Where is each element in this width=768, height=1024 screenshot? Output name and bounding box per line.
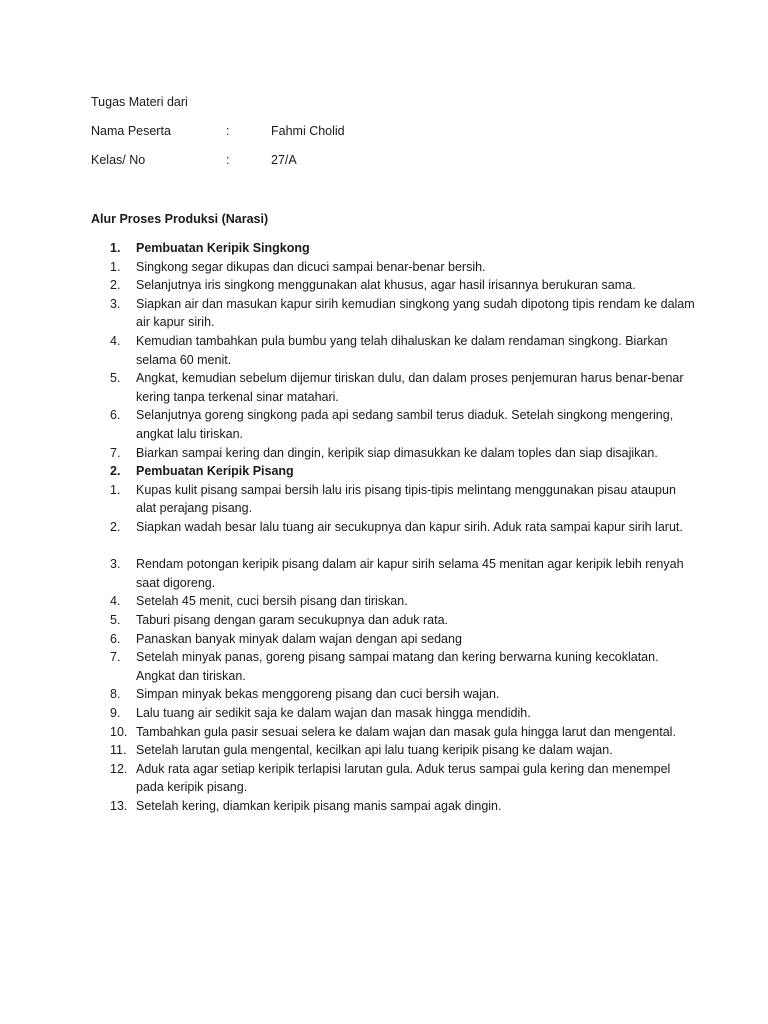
list-text: Kupas kulit pisang sampai bersih lalu iris pisang tipis-tipis melintang menggunakan pisau ataupun alat perajang pisang. [136,482,676,516]
section-title: Alur Proses Produksi (Narasi) [91,212,269,226]
list-text: Lalu tuang air sedikit saja ke dalam wajan dan masak hingga mendidih. [136,706,531,720]
list-text: Panaskan banyak minyak dalam wajan dengan api sedang [136,631,462,646]
list-number: 12. [110,761,128,776]
list-number: 7. [110,650,121,665]
list-number: 1. [110,241,121,255]
list-text: Siapkan air dan masukan kapur sirih kemudian singkong yang sudah dipotong tipis rendam ke dalam air kapur sirih. [136,296,695,330]
list-text: Setelah larutan gula mengental, kecilkan api lalu tuang keripik pisang ke dalam wajan. [136,743,613,758]
list-text: Setelah 45 menit, cuci bersih pisang dan tiriskan. [136,594,408,609]
list-text: Angkat, kemudian sebelum dijemur tiriskan dulu, dan dalam proses penjemuran harus benar-benar kering tanpa terkenal sinar matahari. [136,371,684,404]
list-text: Kemudian tambahkan pula bumbu yang telah dihaluskan ke dalam rendaman singkong. Biarkan selama 60 menit. [136,334,668,367]
list-text: Taburi pisang dengan garam secukupnya dan aduk rata. [136,613,449,627]
list-text: Pembuatan Keripik Pisang [136,464,294,479]
list-number: 6. [110,408,121,423]
list-number: 3. [110,296,121,311]
list-number: 9. [110,706,121,720]
list-number: 5. [110,371,121,386]
list-number: 10. [110,724,128,739]
list-number: 6. [110,631,121,646]
list-text: Siapkan wadah besar lalu tuang air secukupnya dan kapur sirih. Aduk rata sampai kapur sirih larut. [136,520,683,534]
list-number: 2. [110,278,121,293]
list-text: Tambahkan gula pasir sesuai selera ke dalam wajan dan masak gula hingga larut dan mengental. [136,724,676,739]
list-text: Singkong segar dikupas dan dicuci sampai benar-benar bersih. [136,259,486,274]
list-number: 3. [110,557,121,572]
list-number: 8. [110,687,121,702]
list-text: Biarkan sampai kering dan dingin, keripik siap dimasukkan ke dalam toples dan siap disajikan. [136,445,658,460]
list-number: 4. [110,594,121,609]
list-number: 1. [110,482,121,497]
list-text: Pembuatan Keripik Singkong [136,241,310,255]
list-number: 1. [110,259,121,274]
label-nama-peserta: Nama Peserta [91,124,171,138]
value-kelas-no: 27/A [271,153,297,167]
list-number: 2. [110,520,121,534]
doc-title: Tugas Materi dari [91,95,188,109]
colon-kelas-no: : [226,153,230,167]
list-number: 13. [110,799,128,813]
list-number: 4. [110,334,121,348]
list-number: 2. [110,464,121,479]
list-text: Selanjutnya goreng singkong pada api sedang sambil terus diaduk. Setelah singkong mengering, angkat lalu tiriskan. [136,408,674,441]
list-text: Setelah kering, diamkan keripik pisang manis sampai agak dingin. [136,799,502,813]
list-text: Aduk rata agar setiap keripik terlapisi larutan gula. Aduk terus sampai gula kering dan menempel pada keripik pisang. [136,761,671,795]
list-text: Rendam potongan keripik pisang dalam air kapur sirih selama 45 menitan agar keripik lebih renyah saat digoreng. [136,557,684,590]
value-nama-peserta: Fahmi Cholid [271,124,345,138]
list-text: Selanjutnya iris singkong menggunakan alat khusus, agar hasil irisannya berukuran sama. [136,278,636,293]
label-kelas-no: Kelas/ No [91,153,146,167]
list-text: Setelah minyak panas, goreng pisang sampai matang dan kering berwarna kuning kecoklatan. Angkat dan tiriskan. [136,650,659,683]
list-text: Simpan minyak bekas menggoreng pisang dan cuci bersih wajan. [136,687,500,702]
list-number: 5. [110,613,121,627]
list-number: 11. [110,743,127,758]
list-number: 7. [110,445,121,460]
colon-nama-peserta: : [226,124,230,138]
